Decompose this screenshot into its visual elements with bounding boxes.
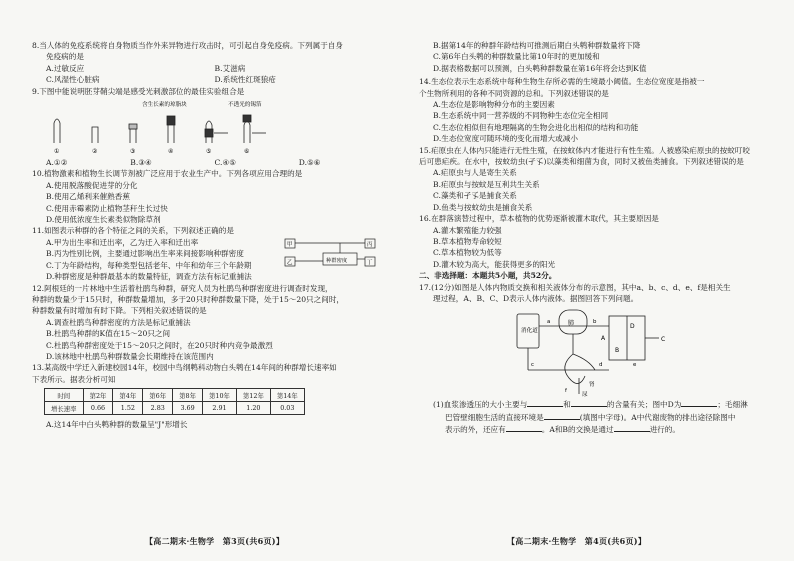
question-13-continued	[419, 40, 770, 74]
label-digestive-tract: 消化道	[521, 328, 538, 335]
question-14	[419, 76, 770, 144]
label-lung: 肺	[568, 320, 575, 328]
sub1-text: ；毛细淋	[717, 400, 748, 410]
label-5: ⑤	[206, 148, 212, 156]
label-1: ①	[54, 148, 60, 156]
q9-stem: 9.下图中能说明胚芽鞘尖端是感受光刺激部位的最佳实验组合是	[32, 86, 245, 96]
question-17	[419, 282, 770, 436]
coleoptile-1	[54, 119, 60, 143]
page-right	[397, 0, 794, 561]
q16-option-a[interactable]: A.灌木繁殖能力较强	[433, 225, 502, 235]
q15-stem-line-1: 15.疟原虫在人体内只能进行无性生殖，在按蚊体内才能进行有性生殖。人被感染疟原虫的按蚊叮咬	[419, 145, 751, 155]
q8-stem-line-2: 免疫病的是	[46, 52, 84, 62]
q13-option-c[interactable]: C.第6年白头鹎的种群数量比第10年时的更加缓和	[433, 52, 600, 62]
q11-option-b[interactable]: B.丙为性别比例，主要通过影响出生率来间接影响种群密度	[46, 249, 244, 259]
q15-option-a[interactable]: A.疟原虫与人是寄生关系	[433, 168, 517, 178]
q16-option-d[interactable]: D.灌木较为高大，能获得更多的阳光	[433, 259, 556, 269]
tinfoil-label: 不透光的锡箔	[228, 102, 262, 109]
q11-option-c[interactable]: C.丁为年龄结构，每种类型包括老年、中年和幼年三个年龄期	[46, 260, 252, 270]
label-b: B	[615, 347, 620, 355]
table-cell: 第8年	[173, 389, 203, 402]
label-3: ③	[130, 148, 136, 156]
fig-label-jia: 甲	[287, 242, 293, 249]
q9-option-a[interactable]: A.①②	[46, 158, 68, 168]
coleoptile-2	[92, 127, 98, 143]
q13-option-a[interactable]: A.这14年中白头鹎种群的数量呈"J"形增长	[46, 420, 188, 430]
q10-option-b[interactable]: B.使用乙烯利来催熟香蕉	[46, 192, 130, 202]
sub1-text: 和	[563, 400, 571, 410]
q13-option-d[interactable]: D.据表格数据可以预测，白头鹎种群数量在第16年将会达到K值	[433, 63, 647, 73]
label-process-b: b	[593, 319, 597, 326]
table-cell: 第14年	[270, 389, 304, 402]
q12-stem-line-2: 种群的数量少于15只时，种群数量增加，多于20只时种群数量下降，处于15～20只之间时，	[32, 294, 345, 304]
table-cell: 增长速率	[45, 402, 84, 415]
question-15	[419, 145, 770, 213]
question-16	[419, 213, 770, 270]
q14-stem-line-2: 个生物所利用的各种不同资源的总和。下列叙述错误的是	[419, 88, 609, 98]
question-13	[32, 362, 383, 430]
q12-stem-line-1: 12.阿根廷的一片林地中生活着杜鹃鸟种群，研究人员为杜鹃鸟种群密度进行调查时发现，	[32, 283, 333, 293]
table-row	[45, 402, 305, 415]
q15-stem-line-2: 后可患疟疾。在水中，按蚊幼虫(孑孓)以藻类和细菌为食，同时又被鱼类捕食。下列叙述错误的是	[419, 157, 744, 167]
section-heading-2: 二、非选择题：本题共5小题，共52分。	[419, 271, 557, 281]
sub1-text: (填图中字母)。A中代谢废物的排出途径除图中	[579, 412, 736, 422]
table-cell: 2.83	[143, 402, 173, 415]
label-process-f: f	[565, 388, 567, 395]
label-urine: 尿	[582, 392, 588, 399]
footer-page-3: 【高二期末·生物学 第3页(共6页)】	[145, 536, 285, 546]
table-cell: 第12年	[236, 389, 270, 402]
q9-option-c[interactable]: C.④⑤	[214, 158, 237, 168]
q17-stem-line-1: 17.(12分)如图是人体内物质交换和相关液体分布的示意图，其中a、b、c、d、e、f是相关生	[419, 282, 731, 292]
q8-option-d[interactable]: D.系统性红斑狼疮	[214, 75, 276, 85]
q13-option-b[interactable]: B.据第14年的种群年龄结构可推测后期白头鹎种群数量将下降	[433, 41, 641, 50]
question-10	[32, 168, 383, 225]
question-11	[32, 225, 383, 282]
label-4: ④	[168, 148, 174, 156]
table-cell: 1.52	[113, 402, 143, 415]
q12-option-d[interactable]: D.该林地中杜鹃鸟种群数量会长期维持在该范围内	[46, 351, 214, 361]
answer-blank[interactable]	[506, 423, 542, 432]
sub1-text: 。A和B的交换是通过	[541, 425, 614, 435]
q17-sub1-line-3	[419, 423, 770, 435]
q14-option-c[interactable]: C.生态位相似但有地理隔离的生物会进化出相似的结构和功能	[433, 122, 639, 132]
table-cell: 0.66	[83, 402, 113, 415]
q13-stem-line-1: 13.某高级中学迁入新建校园14年，校园中鸟纲鹎科动物白头鹎在14年间的种群增长速率如	[32, 363, 337, 373]
label-process-a: a	[547, 319, 551, 326]
q14-option-a[interactable]: A.生态位是影响物种分布的主要因素	[433, 100, 555, 110]
footer-page-4: 【高二期末·生物学 第4页(共6页)】	[507, 536, 647, 546]
label-process-e: e	[633, 362, 637, 369]
answer-blank[interactable]	[571, 398, 607, 407]
sub1-text: 巴管壁细胞生活的直接环境是	[445, 412, 544, 422]
table-cell: 第10年	[203, 389, 237, 402]
answer-blank[interactable]	[614, 423, 650, 432]
question-12	[32, 283, 383, 363]
q13-stem-line-2: 下表所示。据表分析可知	[32, 374, 116, 384]
growth-rate-table	[44, 388, 305, 415]
q10-option-a[interactable]: A.使用脱落酸促进芽的分化	[46, 180, 138, 190]
label-2: ②	[92, 148, 98, 156]
q17-sub1-line-1	[419, 398, 770, 410]
q12-option-a[interactable]: A.调查杜鹃鸟种群密度的方法是标记重捕法	[46, 317, 191, 327]
coleoptile-5	[205, 121, 228, 143]
table-cell: 2.91	[203, 402, 237, 415]
q17-figure	[509, 304, 770, 398]
answer-blank[interactable]	[527, 398, 563, 407]
coleoptile-6	[243, 115, 266, 143]
fig-label-bing: 丙	[367, 242, 373, 249]
q17-stem-line-2: 理过程，A、B、C、D表示人体内液体。据图回答下列问题。	[433, 293, 639, 303]
label-c: C	[661, 336, 666, 344]
label-a: A	[601, 335, 606, 343]
q14-stem-line-1: 14.生态位表示生态系统中每种生物生存所必需的生境最小阈值。生态位宽度是指被一	[419, 77, 705, 87]
q11-figure	[283, 235, 379, 271]
coleoptile-4	[167, 116, 175, 143]
q8-stem-line-1: 8.当人体的免疫系统将自身物质当作外来异物进行攻击时，可引起自身免疫病。下列属于自身	[32, 41, 343, 50]
q8-option-c[interactable]: C.风湿性心脏病	[46, 75, 100, 85]
q14-option-b[interactable]: B.生态系统中同一营养级的不同物种生态位完全相同	[433, 111, 609, 121]
q14-option-d[interactable]: D.生态位宽度可随环境的变化而增大或减小	[433, 134, 578, 144]
sub1-text: 表示的外，还应有	[445, 425, 506, 435]
q15-option-d[interactable]: D.鱼类与按蚊幼虫是捕食关系	[433, 202, 533, 212]
answer-blank[interactable]	[544, 411, 580, 420]
label-kidney: 肾	[589, 382, 595, 389]
label-process-c: c	[531, 362, 534, 369]
label-6: ⑥	[244, 148, 250, 156]
fig-label-ding: 丁	[367, 260, 373, 267]
table-cell: 第6年	[143, 389, 173, 402]
table-cell: 第2年	[83, 389, 113, 402]
table-cell: 第4年	[113, 389, 143, 402]
q12-option-c[interactable]: C.杜鹃鸟种群密度处于15～20只之间时，在20只时种内竞争最激烈	[46, 340, 273, 350]
q15-option-c[interactable]: C.藻类和孑孓是捕食关系	[433, 191, 517, 201]
table-cell: 0.03	[270, 402, 304, 415]
q9-figure	[32, 97, 383, 157]
table-cell: 3.69	[173, 402, 203, 415]
q11-option-d[interactable]: D.种群密度是种群最基本的数量特征，调查方法有标记重捕法	[46, 272, 252, 282]
q16-option-c[interactable]: C.草本植物较为低等	[433, 248, 502, 258]
question-8	[32, 40, 383, 86]
sub1-text: 进行的。	[649, 425, 680, 435]
answer-blank[interactable]	[681, 398, 717, 407]
table-header-row	[45, 389, 305, 402]
q9-option-b[interactable]: B.③④	[130, 158, 152, 168]
q12-option-b[interactable]: B.杜鹃鸟种群的K值在15～20只之间	[46, 329, 171, 339]
sub1-text: (1)血浆渗透压的大小主要与	[433, 400, 528, 410]
fig-label-yi: 乙	[287, 260, 293, 267]
question-9	[32, 86, 383, 169]
label-d: D	[630, 323, 635, 331]
coleoptile-diagram	[32, 97, 272, 157]
q10-option-c[interactable]: C.使用赤霉素防止植物茎秆生长过快	[46, 203, 168, 213]
q12-stem-line-3: 种群数量有时增加有时下降。下列相关叙述错误的是	[32, 306, 207, 316]
q11-option-a[interactable]: A.甲为出生率和迁出率，乙为迁入率和迁出率	[46, 237, 199, 247]
q8-option-a[interactable]: A.过敏反应	[46, 63, 85, 73]
coleoptile-3	[129, 124, 137, 143]
q17-sub1-line-2	[419, 411, 770, 423]
body-fluid-diagram	[509, 304, 689, 398]
label-process-d: d	[599, 362, 603, 369]
table-cell: 时间	[45, 389, 84, 402]
q16-option-b[interactable]: B.草本植物寿命较短	[433, 236, 502, 246]
fig-label-density: 种群密度	[326, 258, 348, 265]
q11-stem: 11.如图表示种群的各个特征之间的关系，下列叙述正确的是	[32, 226, 234, 236]
sub1-text: 的含量有关；图中D为	[606, 400, 682, 410]
table-cell: 1.20	[236, 402, 270, 415]
q8-option-b[interactable]: B.艾滋病	[214, 63, 246, 73]
q15-option-b[interactable]: B.疟原虫与按蚊是互利共生关系	[433, 179, 540, 189]
q9-option-d[interactable]: D.⑤⑥	[298, 158, 321, 168]
q16-stem: 16.在群落演替过程中，草本植物的优势逐渐被灌木取代，其主要原因是	[419, 214, 659, 224]
agar-block-label: 含生长素的琼脂块	[142, 102, 187, 109]
q10-stem: 10.植物激素和植物生长调节剂被广泛应用于农业生产中。下列各项应用合理的是	[32, 169, 303, 179]
q10-option-d[interactable]: D.使用低浓度生长素类似物除草剂	[46, 215, 161, 225]
